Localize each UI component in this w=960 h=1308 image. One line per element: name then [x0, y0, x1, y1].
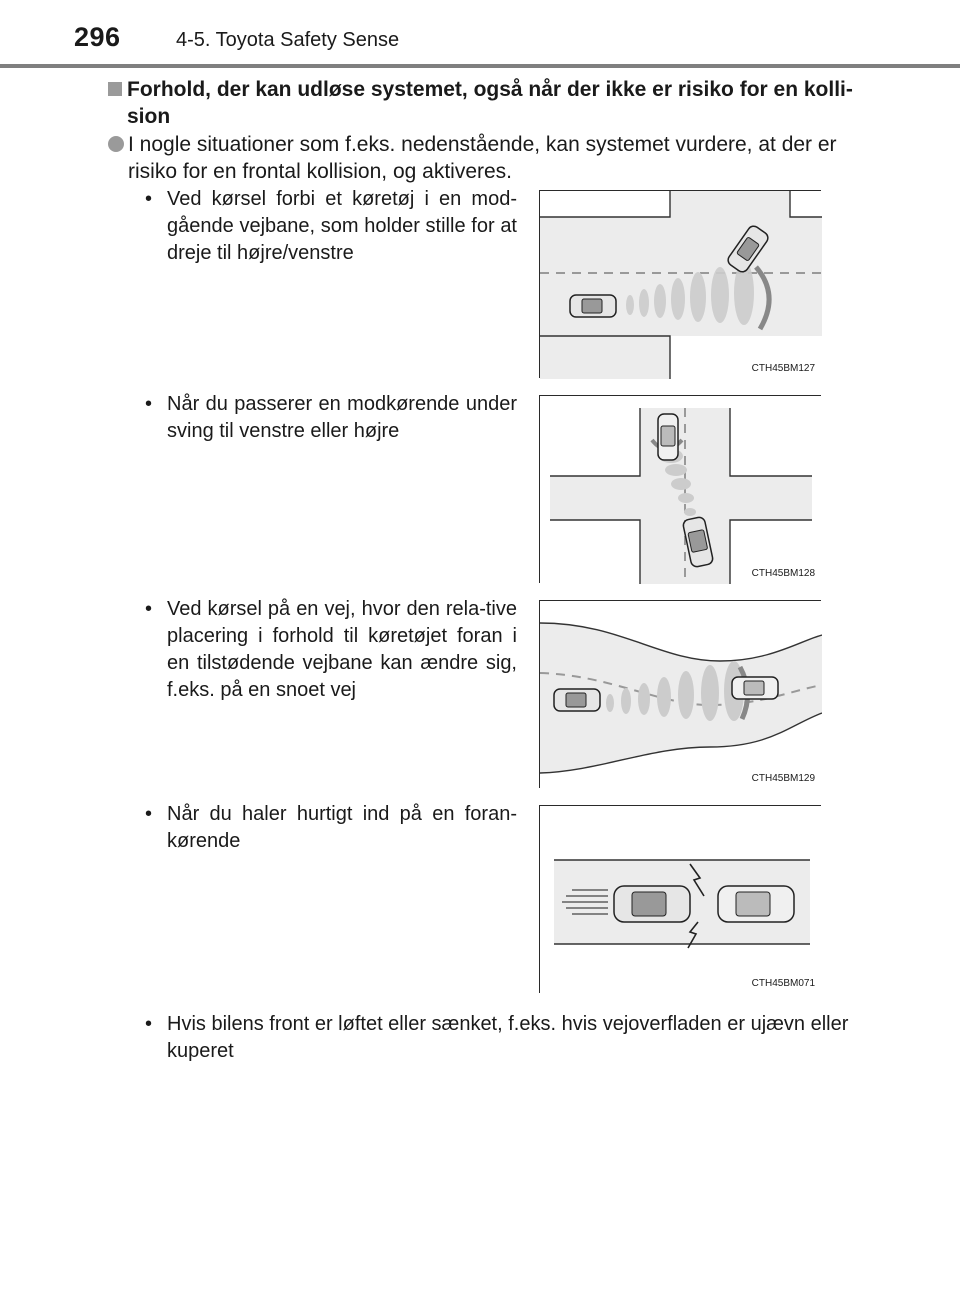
bullet-mark: • [145, 393, 153, 415]
figure-code: CTH45BM128 [751, 568, 815, 579]
bullet-mark: • [145, 1013, 153, 1035]
illustration-crossroad-turn [540, 396, 822, 584]
illustration-curved-road [540, 601, 822, 789]
header-rule [0, 64, 960, 68]
list-item-text: Når du haler hurtigt ind på en foran-kørende [167, 803, 517, 852]
circle-bullet-icon [108, 136, 124, 152]
figure-code: CTH45BM127 [751, 363, 815, 374]
subsection-heading-text: Forhold, der kan udløse systemet, også når der ikke er risiko for en kolli-sion [127, 78, 853, 128]
intro-paragraph [108, 131, 858, 185]
list-item-text: Ved kørsel på en vej, hvor den rela-tive placering i forhold til køretøjet foran i en tilstødende vejbane kan ændre sig, f.eks. på en snoet vej [167, 598, 517, 701]
figure-code: CTH45BM129 [751, 773, 815, 784]
bullet-mark: • [145, 598, 153, 620]
figure-oncoming-turning-vehicle [539, 190, 821, 378]
list-item-text: Ved kørsel forbi et køretøj i en mod-gående vejbane, som holder stille for at dreje til højre/venstre [167, 188, 517, 264]
list-item [145, 186, 517, 267]
figure-rapid-approach [539, 805, 821, 993]
square-bullet-icon [108, 82, 122, 96]
list-item-text: Når du passerer en modkørende under sving til venstre eller højre [167, 393, 517, 442]
figure-passing-oncoming-turn [539, 395, 821, 583]
bullet-mark: • [145, 803, 153, 825]
subsection-heading [108, 76, 858, 130]
page-number: 296 [74, 22, 121, 52]
list-item [145, 1011, 857, 1065]
bullet-mark: • [145, 188, 153, 210]
section-title: 4-5. Toyota Safety Sense [176, 29, 400, 51]
figure-code: CTH45BM071 [751, 978, 815, 989]
illustration-closing-in [540, 806, 822, 994]
list-item-text: Hvis bilens front er løftet eller sænket, f.eks. hvis vejoverfladen er ujævn eller kuperet [167, 1013, 849, 1062]
list-item [145, 596, 517, 704]
illustration-intersection-oncoming [540, 191, 822, 379]
intro-text: I nogle situationer som f.eks. nedenstående, kan systemet vurdere, at der er risiko for en frontal kollision, og aktiveres. [128, 133, 837, 183]
list-item [145, 801, 517, 855]
figure-winding-road [539, 600, 821, 788]
list-item [145, 391, 517, 445]
